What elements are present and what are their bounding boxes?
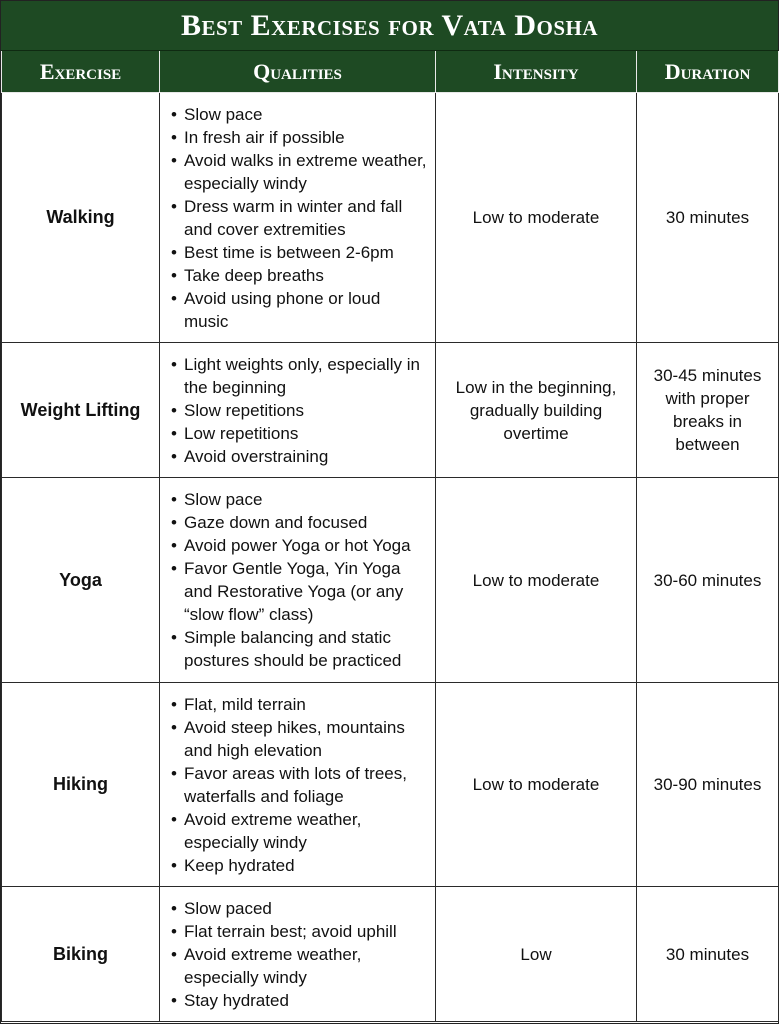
- table-row: [2, 93, 779, 343]
- list-item: • Favor Gentle Yoga, Yin Yoga and Restorative Yoga (or any “slow flow” class): [184, 557, 429, 626]
- intensity-cell: Low in the beginning, gradually building overtime: [436, 343, 637, 478]
- duration-cell: 30 minutes: [637, 887, 779, 1022]
- list-item: • Light weights only, especially in the beginning: [184, 353, 429, 399]
- page-title: Best Exercises for Vata Dosha: [1, 1, 778, 51]
- list-item: • Avoid overstraining: [184, 445, 429, 468]
- list-item: • Avoid using phone or loud music: [184, 287, 429, 333]
- list-item: • Avoid steep hikes, mountains and high elevation: [184, 716, 429, 762]
- qualities-list: [170, 897, 429, 1012]
- table-row: [2, 887, 779, 1022]
- exercise-name: Biking: [2, 887, 160, 1022]
- list-item: • Stay hydrated: [184, 989, 429, 1012]
- qualities-cell: [160, 683, 436, 887]
- column-header-qualities: Qualities: [160, 51, 436, 93]
- duration-cell: 30-45 minutes with proper breaks in between: [637, 343, 779, 478]
- list-item: • Flat, mild terrain: [184, 693, 429, 716]
- duration-cell: 30 minutes: [637, 93, 779, 343]
- exercise-table: [1, 51, 779, 1022]
- exercise-name: Hiking: [2, 683, 160, 887]
- list-item: • In fresh air if possible: [184, 126, 429, 149]
- list-item: • Avoid extreme weather, especially windy: [184, 808, 429, 854]
- qualities-list: [170, 103, 429, 333]
- intensity-cell: Low to moderate: [436, 93, 637, 343]
- qualities-cell: [160, 887, 436, 1022]
- list-item: • Avoid walks in extreme weather, especially windy: [184, 149, 429, 195]
- qualities-list: [170, 353, 429, 468]
- table-row: [2, 343, 779, 478]
- list-item: • Slow pace: [184, 103, 429, 126]
- table-row: [2, 683, 779, 887]
- intensity-cell: Low to moderate: [436, 683, 637, 887]
- table-header-row: [2, 51, 779, 93]
- qualities-list: [170, 693, 429, 877]
- column-header-exercise: Exercise: [2, 51, 160, 93]
- column-header-intensity: Intensity: [436, 51, 637, 93]
- qualities-cell: [160, 93, 436, 343]
- list-item: • Simple balancing and static postures should be practiced: [184, 626, 429, 672]
- list-item: • Avoid extreme weather, especially windy: [184, 943, 429, 989]
- list-item: • Low repetitions: [184, 422, 429, 445]
- table-row: [2, 478, 779, 683]
- qualities-cell: [160, 478, 436, 683]
- list-item: • Gaze down and focused: [184, 511, 429, 534]
- column-header-duration: Duration: [637, 51, 779, 93]
- list-item: • Take deep breaths: [184, 264, 429, 287]
- list-item: • Slow pace: [184, 488, 429, 511]
- exercise-name: Walking: [2, 93, 160, 343]
- list-item: • Flat terrain best; avoid uphill: [184, 920, 429, 943]
- exercise-name: Yoga: [2, 478, 160, 683]
- duration-cell: 30-60 minutes: [637, 478, 779, 683]
- list-item: • Keep hydrated: [184, 854, 429, 877]
- duration-cell: 30-90 minutes: [637, 683, 779, 887]
- qualities-list: [170, 488, 429, 672]
- qualities-cell: [160, 343, 436, 478]
- list-item: • Best time is between 2-6pm: [184, 241, 429, 264]
- list-item: • Avoid power Yoga or hot Yoga: [184, 534, 429, 557]
- exercise-name: Weight Lifting: [2, 343, 160, 478]
- list-item: • Slow paced: [184, 897, 429, 920]
- list-item: • Favor areas with lots of trees, waterfalls and foliage: [184, 762, 429, 808]
- intensity-cell: Low: [436, 887, 637, 1022]
- intensity-cell: Low to moderate: [436, 478, 637, 683]
- list-item: • Dress warm in winter and fall and cover extremities: [184, 195, 429, 241]
- list-item: • Slow repetitions: [184, 399, 429, 422]
